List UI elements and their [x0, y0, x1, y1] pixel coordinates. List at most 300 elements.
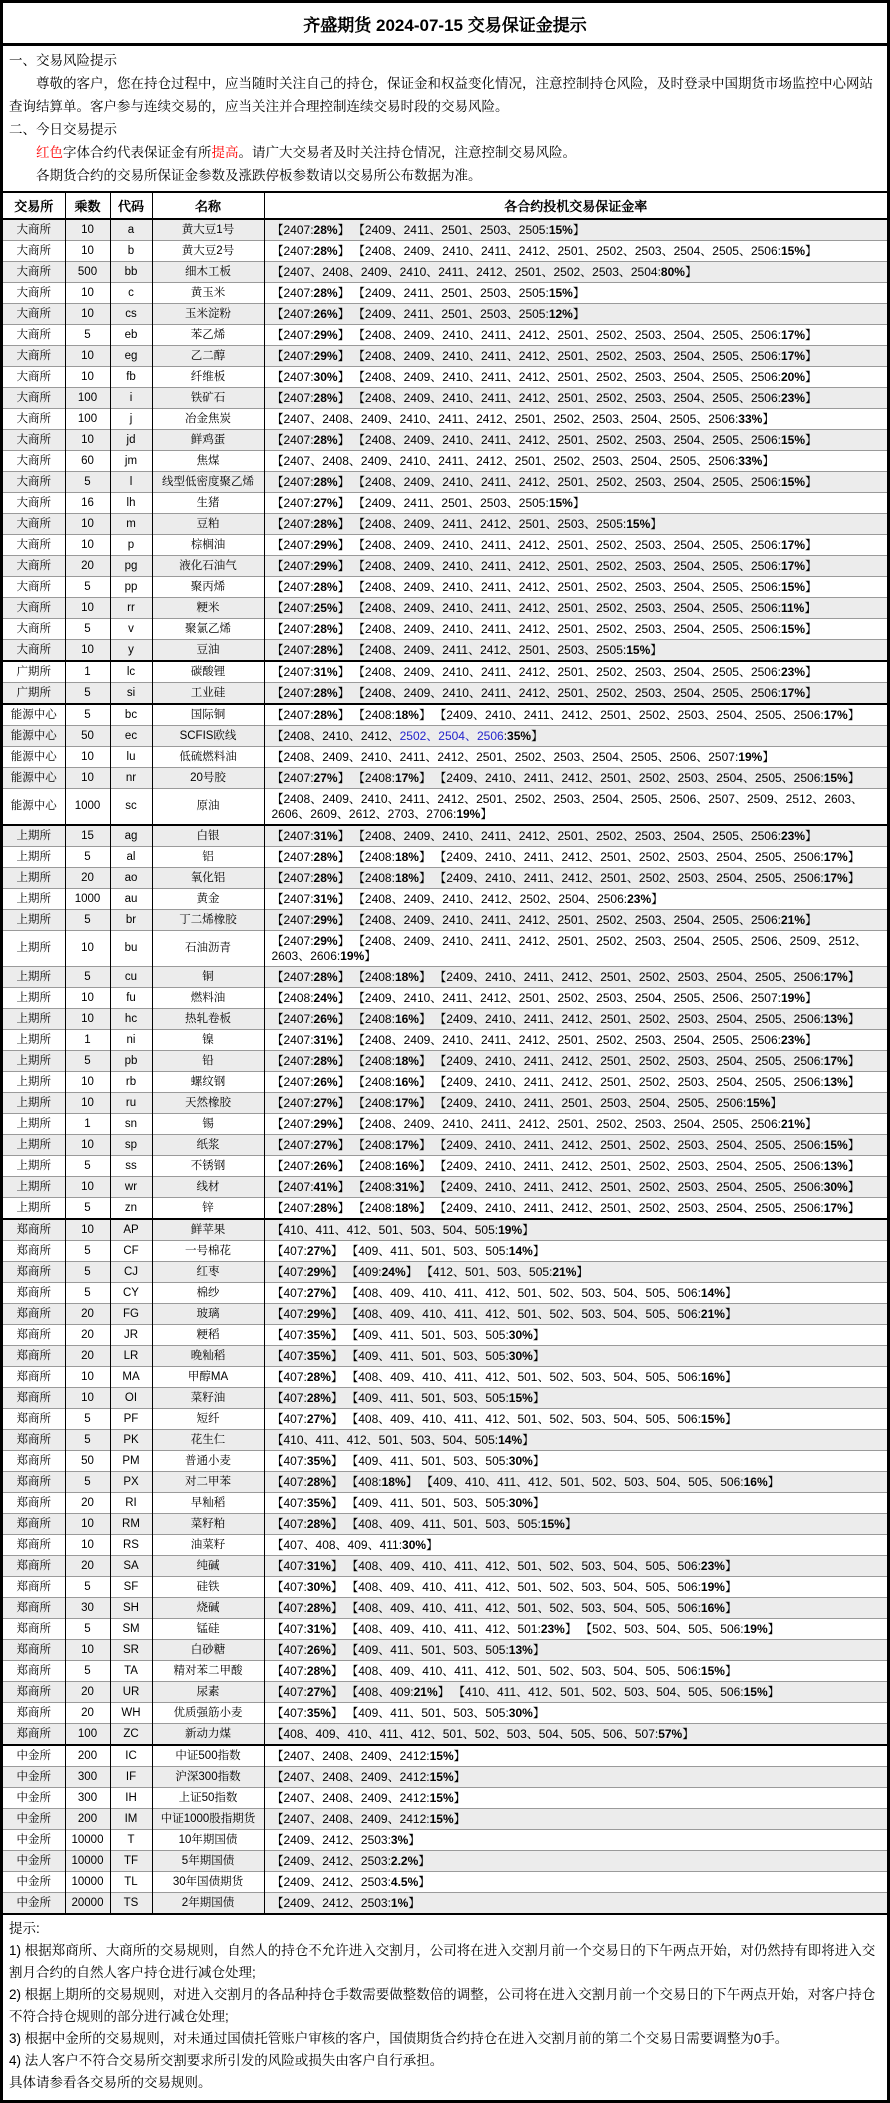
cell-multiplier: 50	[65, 726, 110, 747]
cell-code: nr	[110, 768, 152, 789]
table-row	[3, 1388, 887, 1409]
section1-paragraph: 尊敬的客户，您在持仓过程中，应当随时关注自己的持仓，保证金和权益变化情况，注意控制持仓风险，及时登录中国期货市场监控中心网站查询结算单。客户参与连续交易的，应当关注并合理控制连续交易时段的交易风险。	[9, 76, 873, 114]
cell-margin-rates: 【2408、2409、2410、2411、2412、2501、2502、2503、2504、2505、2506、2507:19%】	[264, 747, 887, 768]
cell-multiplier: 10	[65, 283, 110, 304]
cell-multiplier: 10	[65, 747, 110, 768]
cell-code: sp	[110, 1135, 152, 1156]
cell-code: pp	[110, 577, 152, 598]
cell-margin-rates: 【2407:26%】 【2409、2411、2501、2503、2505:12%】	[264, 304, 887, 325]
cell-name: 沪深300指数	[152, 1767, 264, 1788]
table-row	[3, 967, 887, 988]
cell-multiplier: 10	[65, 346, 110, 367]
cell-exchange: 郑商所	[3, 1556, 65, 1577]
cell-margin-rates: 【2407:28%】 【2408、2409、2410、2411、2412、2501、2502、2503、2504、2505、2506:17%】	[264, 683, 887, 705]
table-row	[3, 388, 887, 409]
cell-multiplier: 5	[65, 910, 110, 931]
cell-code: pb	[110, 1051, 152, 1072]
cell-code: PX	[110, 1472, 152, 1493]
cell-code: al	[110, 847, 152, 868]
cell-multiplier: 10	[65, 1514, 110, 1535]
cell-multiplier: 10	[65, 535, 110, 556]
cell-multiplier: 10	[65, 1388, 110, 1409]
cell-code: IF	[110, 1767, 152, 1788]
cell-code: cu	[110, 967, 152, 988]
table-row	[3, 283, 887, 304]
cell-exchange: 中金所	[3, 1872, 65, 1893]
cell-code: lu	[110, 747, 152, 768]
cell-code: ec	[110, 726, 152, 747]
cell-code: FG	[110, 1304, 152, 1325]
cell-code: SR	[110, 1640, 152, 1661]
cell-multiplier: 5	[65, 1409, 110, 1430]
cell-margin-rates: 【407:27%】 【408、409、410、411、412、501、502、503、504、505、506:14%】	[264, 1283, 887, 1304]
cell-margin-rates: 【2407:28%】 【2408、2409、2410、2411、2412、2501、2502、2503、2504、2505、2506:15%】	[264, 472, 887, 493]
cell-code: hc	[110, 1009, 152, 1030]
cell-name: 红枣	[152, 1262, 264, 1283]
table-row	[3, 409, 887, 430]
table-row	[3, 1535, 887, 1556]
section2-highlight-line	[9, 141, 881, 164]
cell-margin-rates: 【2409、2412、2503:4.5%】	[264, 1872, 887, 1893]
cell-multiplier: 1	[65, 1030, 110, 1051]
table-row	[3, 1472, 887, 1493]
cell-exchange: 上期所	[3, 1009, 65, 1030]
cell-code: lc	[110, 661, 152, 683]
cell-exchange: 中金所	[3, 1809, 65, 1830]
cell-margin-rates: 【407:35%】 【409、411、501、503、505:30%】	[264, 1451, 887, 1472]
cell-multiplier: 1	[65, 661, 110, 683]
cell-exchange: 大商所	[3, 556, 65, 577]
cell-exchange: 大商所	[3, 262, 65, 283]
table-row	[3, 1767, 887, 1788]
cell-name: 菜籽粕	[152, 1514, 264, 1535]
table-row	[3, 367, 887, 388]
cell-code: IH	[110, 1788, 152, 1809]
cell-exchange: 郑商所	[3, 1325, 65, 1346]
cell-margin-rates: 【2407:26%】 【2408:16%】 【2409、2410、2411、2412、2501、2502、2503、2504、2505、2506:13%】	[264, 1156, 887, 1177]
cell-exchange: 上期所	[3, 868, 65, 889]
cell-name: 工业硅	[152, 683, 264, 705]
cell-exchange: 上期所	[3, 1198, 65, 1220]
cell-code: m	[110, 514, 152, 535]
cell-code: rb	[110, 1072, 152, 1093]
cell-margin-rates: 【407、408、409、411:30%】	[264, 1535, 887, 1556]
cell-margin-rates: 【2407:28%】 【2408、2409、2410、2411、2412、2501、2502、2503、2504、2505、2506:15%】	[264, 577, 887, 598]
cell-code: SM	[110, 1619, 152, 1640]
table-row	[3, 1135, 887, 1156]
table-row	[3, 514, 887, 535]
cell-exchange: 大商所	[3, 472, 65, 493]
cell-exchange: 上期所	[3, 1051, 65, 1072]
footer-note-item: 1) 根据郑商所、大商所的交易规则，自然人的持仓不允许进入交割月，公司将在进入交割月前一个交易日的下午两点开始，对仍然持有即将进入交割月合约的自然人客户持仓进行减仓处理;	[9, 1943, 876, 1980]
cell-name: 上证50指数	[152, 1788, 264, 1809]
table-row	[3, 619, 887, 640]
table-row	[3, 1304, 887, 1325]
cell-name: 粳稻	[152, 1325, 264, 1346]
cell-code: IM	[110, 1809, 152, 1830]
cell-exchange: 能源中心	[3, 789, 65, 826]
cell-multiplier: 10	[65, 988, 110, 1009]
cell-margin-rates: 【2407:29%】 【2408、2409、2410、2411、2412、2501、2502、2503、2504、2505、2506:17%】	[264, 556, 887, 577]
cell-margin-rates: 【2407:28%】 【2409、2411、2501、2503、2505:15%】	[264, 219, 887, 241]
cell-multiplier: 10	[65, 640, 110, 662]
cell-multiplier: 5	[65, 619, 110, 640]
cell-code: i	[110, 388, 152, 409]
cell-margin-rates: 【2407:31%】 【2408、2409、2410、2411、2412、2501、2502、2503、2504、2505、2506:23%】	[264, 661, 887, 683]
cell-name: 对二甲苯	[152, 1472, 264, 1493]
cell-margin-rates: 【2407:31%】 【2408、2409、2410、2411、2412、2501、2502、2503、2504、2505、2506:23%】	[264, 825, 887, 847]
cell-multiplier: 20	[65, 1703, 110, 1724]
cell-exchange: 大商所	[3, 409, 65, 430]
cell-multiplier: 5	[65, 1619, 110, 1640]
cell-name: 花生仁	[152, 1430, 264, 1451]
cell-name: 晚籼稻	[152, 1346, 264, 1367]
table-row	[3, 1030, 887, 1051]
cell-multiplier: 200	[65, 1809, 110, 1830]
cell-exchange: 上期所	[3, 825, 65, 847]
cell-code: b	[110, 241, 152, 262]
cell-code: ss	[110, 1156, 152, 1177]
table-row	[3, 451, 887, 472]
cell-multiplier: 10	[65, 1535, 110, 1556]
section2-heading: 二、今日交易提示	[9, 122, 117, 137]
cell-exchange: 郑商所	[3, 1304, 65, 1325]
cell-code: SF	[110, 1577, 152, 1598]
cell-name: 国际铜	[152, 704, 264, 726]
cell-name: 中证500指数	[152, 1745, 264, 1767]
cell-exchange: 大商所	[3, 325, 65, 346]
cell-name: 纯碱	[152, 1556, 264, 1577]
cell-name: 尿素	[152, 1682, 264, 1703]
table-row	[3, 430, 887, 451]
cell-margin-rates: 【2407:29%】 【2408、2409、2410、2411、2412、2501、2502、2503、2504、2505、2506:21%】	[264, 910, 887, 931]
cell-multiplier: 10	[65, 219, 110, 241]
cell-margin-rates: 【2407:41%】 【2408:31%】 【2409、2410、2411、2412、2501、2502、2503、2504、2505、2506:30%】	[264, 1177, 887, 1198]
cell-exchange: 中金所	[3, 1767, 65, 1788]
cell-name: 5年期国债	[152, 1851, 264, 1872]
cell-exchange: 郑商所	[3, 1703, 65, 1724]
cell-multiplier: 100	[65, 1724, 110, 1746]
cell-margin-rates: 【2407:27%】 【2408:17%】 【2409、2410、2411、2412、2501、2502、2503、2504、2505、2506:15%】	[264, 1135, 887, 1156]
cell-code: bc	[110, 704, 152, 726]
cell-name: 锌	[152, 1198, 264, 1220]
cell-code: lh	[110, 493, 152, 514]
cell-multiplier: 20	[65, 1556, 110, 1577]
cell-exchange: 郑商所	[3, 1472, 65, 1493]
col-header-name: 名称	[152, 192, 264, 219]
cell-margin-rates: 【407:26%】 【409、411、501、503、505:13%】	[264, 1640, 887, 1661]
cell-margin-rates: 【2407:26%】 【2408:16%】 【2409、2410、2411、2412、2501、2502、2503、2504、2505、2506:13%】	[264, 1009, 887, 1030]
highlighted-text: 提高	[211, 145, 239, 160]
cell-name: 聚氯乙烯	[152, 619, 264, 640]
col-header-code: 代码	[110, 192, 152, 219]
cell-code: IC	[110, 1745, 152, 1767]
cell-name: 铝	[152, 847, 264, 868]
cell-name: 石油沥青	[152, 931, 264, 967]
cell-code: bb	[110, 262, 152, 283]
cell-exchange: 大商所	[3, 619, 65, 640]
table-row	[3, 1262, 887, 1283]
cell-code: jd	[110, 430, 152, 451]
cell-exchange: 郑商所	[3, 1535, 65, 1556]
cell-multiplier: 300	[65, 1788, 110, 1809]
col-header-exchange: 交易所	[3, 192, 65, 219]
cell-multiplier: 5	[65, 704, 110, 726]
cell-name: 铁矿石	[152, 388, 264, 409]
plain-text: 字体合约代表保证金有所	[63, 145, 212, 160]
intro-section	[3, 46, 887, 191]
table-row	[3, 1325, 887, 1346]
table-row	[3, 1198, 887, 1220]
cell-exchange: 中金所	[3, 1745, 65, 1767]
table-row	[3, 889, 887, 910]
cell-exchange: 大商所	[3, 304, 65, 325]
cell-code: PK	[110, 1430, 152, 1451]
cell-exchange: 大商所	[3, 346, 65, 367]
cell-exchange: 大商所	[3, 577, 65, 598]
cell-multiplier: 20	[65, 1304, 110, 1325]
table-row	[3, 472, 887, 493]
cell-margin-rates: 【407:28%】 【408、409、410、411、412、501、502、503、504、505、506:16%】	[264, 1598, 887, 1619]
cell-exchange: 大商所	[3, 241, 65, 262]
cell-exchange: 上期所	[3, 1135, 65, 1156]
cell-margin-rates: 【2407:28%】 【2408:18%】 【2409、2410、2411、2412、2501、2502、2503、2504、2505、2506:17%】	[264, 847, 887, 868]
cell-name: 纸浆	[152, 1135, 264, 1156]
cell-name: 玻璃	[152, 1304, 264, 1325]
cell-exchange: 郑商所	[3, 1640, 65, 1661]
cell-exchange: 郑商所	[3, 1388, 65, 1409]
cell-margin-rates: 【2407:25%】 【2408、2409、2410、2411、2412、2501、2502、2503、2504、2505、2506:11%】	[264, 598, 887, 619]
footer-note-item: 3) 根据中金所的交易规则，对未通过国债托管账户审核的客户，国债期货合约持仓在进入交割月前的第二个交易日需要调整为0手。	[9, 2031, 789, 2046]
cell-exchange: 郑商所	[3, 1367, 65, 1388]
cell-multiplier: 10	[65, 768, 110, 789]
cell-name: 燃料油	[152, 988, 264, 1009]
table-row	[3, 1830, 887, 1851]
table-row	[3, 683, 887, 705]
table-row	[3, 325, 887, 346]
cell-name: 黄大豆2号	[152, 241, 264, 262]
table-row	[3, 704, 887, 726]
cell-multiplier: 16	[65, 493, 110, 514]
cell-margin-rates: 【2407:28%】 【2408、2409、2411、2412、2501、2503、2505:15%】	[264, 514, 887, 535]
table-row	[3, 1809, 887, 1830]
table-row	[3, 1219, 887, 1241]
cell-margin-rates: 【407:27%】 【408、409、410、411、412、501、502、503、504、505、506:15%】	[264, 1409, 887, 1430]
cell-exchange: 郑商所	[3, 1241, 65, 1262]
cell-margin-rates: 【2407:30%】 【2408、2409、2410、2411、2412、2501、2502、2503、2504、2505、2506:20%】	[264, 367, 887, 388]
cell-exchange: 郑商所	[3, 1682, 65, 1703]
cell-margin-rates: 【2407:28%】 【2408:18%】 【2409、2410、2411、2412、2501、2502、2503、2504、2505、2506:17%】	[264, 704, 887, 726]
cell-code: RS	[110, 1535, 152, 1556]
cell-exchange: 能源中心	[3, 747, 65, 768]
table-row	[3, 868, 887, 889]
table-row	[3, 1556, 887, 1577]
col-header-multiplier: 乘数	[65, 192, 110, 219]
table-row	[3, 598, 887, 619]
cell-exchange: 上期所	[3, 1030, 65, 1051]
cell-name: 苯乙烯	[152, 325, 264, 346]
cell-code: WH	[110, 1703, 152, 1724]
table-row	[3, 825, 887, 847]
table-row	[3, 1788, 887, 1809]
cell-exchange: 上期所	[3, 910, 65, 931]
table-row	[3, 1872, 887, 1893]
table-row	[3, 1093, 887, 1114]
cell-exchange: 郑商所	[3, 1724, 65, 1746]
cell-code: cs	[110, 304, 152, 325]
cell-exchange: 能源中心	[3, 726, 65, 747]
cell-multiplier: 10000	[65, 1851, 110, 1872]
cell-margin-rates: 【2407:31%】 【2408、2409、2410、2412、2502、2504、2506:23%】	[264, 889, 887, 910]
cell-margin-rates: 【407:35%】 【409、411、501、503、505:30%】	[264, 1325, 887, 1346]
cell-multiplier: 5	[65, 683, 110, 705]
cell-exchange: 郑商所	[3, 1451, 65, 1472]
cell-exchange: 郑商所	[3, 1577, 65, 1598]
cell-name: 鲜苹果	[152, 1219, 264, 1241]
table-header-row	[3, 192, 887, 219]
cell-name: 线型低密度聚乙烯	[152, 472, 264, 493]
cell-exchange: 大商所	[3, 598, 65, 619]
table-row	[3, 1745, 887, 1767]
cell-code: PF	[110, 1409, 152, 1430]
cell-exchange: 郑商所	[3, 1346, 65, 1367]
cell-multiplier: 5	[65, 1156, 110, 1177]
cell-multiplier: 10	[65, 1219, 110, 1241]
table-row	[3, 1156, 887, 1177]
cell-multiplier: 20	[65, 1682, 110, 1703]
cell-code: JR	[110, 1325, 152, 1346]
cell-margin-rates: 【2408、2409、2410、2411、2412、2501、2502、2503、2504、2505、2506、2507、2509、2512、2603、2606、2609、2612、2703、2706:19%】	[264, 789, 887, 826]
cell-code: c	[110, 283, 152, 304]
cell-name: 聚丙烯	[152, 577, 264, 598]
cell-multiplier: 5	[65, 1661, 110, 1682]
cell-margin-rates: 【407:30%】 【408、409、410、411、412、501、502、503、504、505、506:19%】	[264, 1577, 887, 1598]
cell-margin-rates: 【407:27%】 【409、411、501、503、505:14%】	[264, 1241, 887, 1262]
cell-margin-rates: 【2407:27%】 【2408:17%】 【2409、2410、2411、2501、2503、2504、2505、2506:15%】	[264, 1093, 887, 1114]
cell-code: sn	[110, 1114, 152, 1135]
cell-margin-rates: 【407:31%】 【408、409、410、411、412、501:23%】 【502、503、504、505、506:19%】	[264, 1619, 887, 1640]
cell-margin-rates: 【2407:28%】 【2408、2409、2410、2411、2412、2501、2502、2503、2504、2505、2506:23%】	[264, 388, 887, 409]
table-row	[3, 1009, 887, 1030]
cell-exchange: 郑商所	[3, 1262, 65, 1283]
cell-multiplier: 200	[65, 1745, 110, 1767]
cell-margin-rates: 【407:27%】 【408、409:21%】 【410、411、412、501、502、503、504、505、506:15%】	[264, 1682, 887, 1703]
table-row	[3, 789, 887, 826]
cell-code: wr	[110, 1177, 152, 1198]
cell-multiplier: 10	[65, 1177, 110, 1198]
cell-multiplier: 10	[65, 1640, 110, 1661]
table-row	[3, 1114, 887, 1135]
cell-margin-rates: 【410、411、412、501、503、504、505:19%】	[264, 1219, 887, 1241]
cell-code: TF	[110, 1851, 152, 1872]
cell-name: 粳米	[152, 598, 264, 619]
cell-margin-rates: 【2407:29%】 【2408、2409、2410、2411、2412、2501、2502、2503、2504、2505、2506:17%】	[264, 325, 887, 346]
cell-name: 低硫燃料油	[152, 747, 264, 768]
cell-exchange: 大商所	[3, 640, 65, 662]
cell-exchange: 大商所	[3, 430, 65, 451]
cell-margin-rates: 【2407、2408、2409、2410、2411、2412、2501、2502、2503、2504、2505、2506:33%】	[264, 451, 887, 472]
table-row	[3, 1241, 887, 1262]
table-row	[3, 1598, 887, 1619]
cell-name: 细木工板	[152, 262, 264, 283]
cell-name: 黄大豆1号	[152, 219, 264, 241]
cell-multiplier: 10	[65, 1009, 110, 1030]
cell-code: CY	[110, 1283, 152, 1304]
cell-code: ZC	[110, 1724, 152, 1746]
cell-exchange: 郑商所	[3, 1409, 65, 1430]
cell-exchange: 广期所	[3, 661, 65, 683]
table-row	[3, 577, 887, 598]
cell-code: TA	[110, 1661, 152, 1682]
table-row	[3, 988, 887, 1009]
table-row	[3, 219, 887, 241]
cell-multiplier: 1000	[65, 789, 110, 826]
cell-margin-rates: 【408、409、410、411、412、501、502、503、504、505、506、507:57%】	[264, 1724, 887, 1746]
table-row	[3, 241, 887, 262]
cell-multiplier: 10	[65, 1093, 110, 1114]
cell-exchange: 上期所	[3, 988, 65, 1009]
table-row	[3, 847, 887, 868]
cell-multiplier: 5	[65, 325, 110, 346]
table-row	[3, 493, 887, 514]
cell-exchange: 郑商所	[3, 1493, 65, 1514]
cell-code: l	[110, 472, 152, 493]
cell-code: eb	[110, 325, 152, 346]
cell-name: 10年期国债	[152, 1830, 264, 1851]
cell-code: T	[110, 1830, 152, 1851]
cell-margin-rates: 【407:28%】 【408、409、410、411、412、501、502、503、504、505、506:15%】	[264, 1661, 887, 1682]
cell-multiplier: 100	[65, 409, 110, 430]
cell-code: ao	[110, 868, 152, 889]
table-row	[3, 1346, 887, 1367]
cell-exchange: 上期所	[3, 1114, 65, 1135]
cell-multiplier: 10	[65, 514, 110, 535]
cell-margin-rates: 【2407、2408、2409、2410、2411、2412、2501、2502、2503、2504、2505、2506:33%】	[264, 409, 887, 430]
cell-name: 2年期国债	[152, 1893, 264, 1914]
cell-exchange: 上期所	[3, 1093, 65, 1114]
table-row	[3, 931, 887, 967]
cell-exchange: 能源中心	[3, 704, 65, 726]
cell-multiplier: 10	[65, 304, 110, 325]
cell-exchange: 大商所	[3, 451, 65, 472]
cell-margin-rates: 【2409、2412、2503:3%】	[264, 1830, 887, 1851]
cell-multiplier: 10	[65, 931, 110, 967]
cell-margin-rates: 【2407:28%】 【2408:18%】 【2409、2410、2411、2412、2501、2502、2503、2504、2505、2506:17%】	[264, 1051, 887, 1072]
cell-multiplier: 5	[65, 1198, 110, 1220]
cell-code: ni	[110, 1030, 152, 1051]
cell-multiplier: 20	[65, 1346, 110, 1367]
section2-note-line: 各期货合约的交易所保证金参数及涨跌停板参数请以交易所公布数据为准。	[36, 168, 482, 183]
cell-name: 铅	[152, 1051, 264, 1072]
section1-heading: 一、交易风险提示	[9, 53, 117, 68]
table-row	[3, 910, 887, 931]
footer-note-item: 2) 根据上期所的交易规则，对进入交割月的各品种持仓手数需要做整数倍的调整，公司将在进入交割月前一个交易日的下午两点开始，对客户持仓不符合持仓规则的部分进行减仓处理;	[9, 1987, 876, 2024]
notes-closing: 具体请参看各交易所的交易规则。	[9, 2075, 212, 2090]
cell-exchange: 郑商所	[3, 1430, 65, 1451]
cell-margin-rates: 【2407、2408、2409、2412:15%】	[264, 1788, 887, 1809]
cell-code: jm	[110, 451, 152, 472]
cell-margin-rates: 【407:35%】 【409、411、501、503、505:30%】	[264, 1493, 887, 1514]
table-row	[3, 1283, 887, 1304]
cell-name: 豆粕	[152, 514, 264, 535]
cell-name: 焦煤	[152, 451, 264, 472]
cell-multiplier: 20	[65, 868, 110, 889]
cell-code: eg	[110, 346, 152, 367]
cell-name: 优质强筋小麦	[152, 1703, 264, 1724]
cell-name: 硅铁	[152, 1577, 264, 1598]
cell-margin-rates: 【2407:31%】 【2408、2409、2410、2411、2412、2501、2502、2503、2504、2505、2506:23%】	[264, 1030, 887, 1051]
table-row	[3, 1640, 887, 1661]
